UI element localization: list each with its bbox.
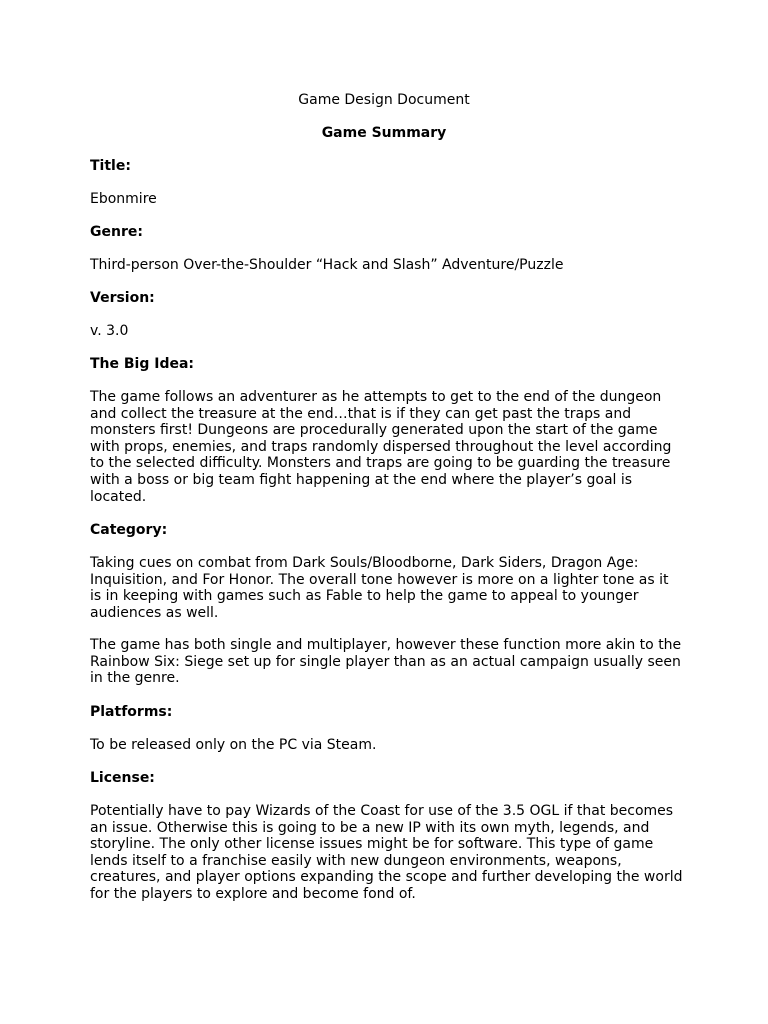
platforms-body: To be released only on the PC via Steam. bbox=[90, 737, 377, 753]
paragraph-line: an issue. Otherwise this is going to be a new IP with its own myth, legends, and bbox=[90, 819, 650, 836]
paragraph-line: monsters first! Dungeons are procedurally generated upon the start of the game bbox=[90, 422, 658, 439]
paragraph-line: with a boss or big team fight happening at the end where the player’s goal is bbox=[90, 471, 633, 488]
license-heading: License: bbox=[90, 770, 155, 786]
paragraph-line: The game follows an adventurer as he attempts to get to the end of the dungeon bbox=[90, 389, 662, 405]
license-paragraph bbox=[90, 803, 690, 903]
paragraph-line: with props, enemies, and traps randomly dispersed throughout the level according bbox=[90, 438, 672, 455]
paragraph-line: Inquisition, and For Honor. The overall tone however is more on a lighter tone as it bbox=[90, 571, 669, 588]
version-heading: Version: bbox=[90, 290, 155, 306]
platforms-heading: Platforms: bbox=[90, 704, 173, 720]
title-heading: Title: bbox=[90, 158, 131, 174]
paragraph-line: Potentially have to pay Wizards of the Coast for use of the 3.5 OGL if that becomes bbox=[90, 803, 674, 819]
paragraph-line: Rainbow Six: Siege set up for single player than as an actual campaign usually seen bbox=[90, 653, 681, 670]
category-heading: Category: bbox=[90, 522, 168, 538]
paragraph-line: is in keeping with games such as Fable to help the game to appeal to younger bbox=[90, 588, 639, 605]
genre-heading: Genre: bbox=[90, 224, 143, 240]
paragraph-line: in the genre. bbox=[90, 670, 180, 687]
paragraph-line: lends itself to a franchise easily with new dungeon environments, weapons, bbox=[90, 852, 622, 869]
paragraph-line: Taking cues on combat from Dark Souls/Bloodborne, Dark Siders, Dragon Age: bbox=[90, 555, 639, 571]
big-idea-heading: The Big Idea: bbox=[90, 356, 195, 372]
document-subtitle: Game Summary bbox=[321, 125, 447, 141]
big-idea-paragraph bbox=[90, 389, 690, 505]
genre-body: Third-person Over-the-Shoulder “Hack and Slash” Adventure/Puzzle bbox=[90, 257, 564, 273]
paragraph-line: storyline. The only other license issues might be for software. This type of game bbox=[90, 836, 654, 853]
paragraph-line: to the selected difficulty. Monsters and traps are going to be guarding the treasure bbox=[90, 455, 671, 472]
paragraph-line: creatures, and player options expanding the scope and further developing the world bbox=[90, 869, 683, 886]
paragraph-line: The game has both single and multiplayer, however these function more akin to the bbox=[90, 637, 682, 653]
category-paragraph-2 bbox=[90, 637, 690, 687]
paragraph-line: for the players to explore and become fond of. bbox=[90, 885, 416, 902]
paragraph-line: and collect the treasure at the end…that is if they can get past the traps and bbox=[90, 405, 632, 422]
paragraph-line: audiences as well. bbox=[90, 604, 219, 621]
title-body: Ebonmire bbox=[90, 191, 157, 207]
category-paragraph-1 bbox=[90, 555, 690, 621]
paragraph-line: located. bbox=[90, 488, 147, 505]
version-body: v. 3.0 bbox=[90, 323, 129, 339]
document-title: Game Design Document bbox=[298, 92, 470, 108]
